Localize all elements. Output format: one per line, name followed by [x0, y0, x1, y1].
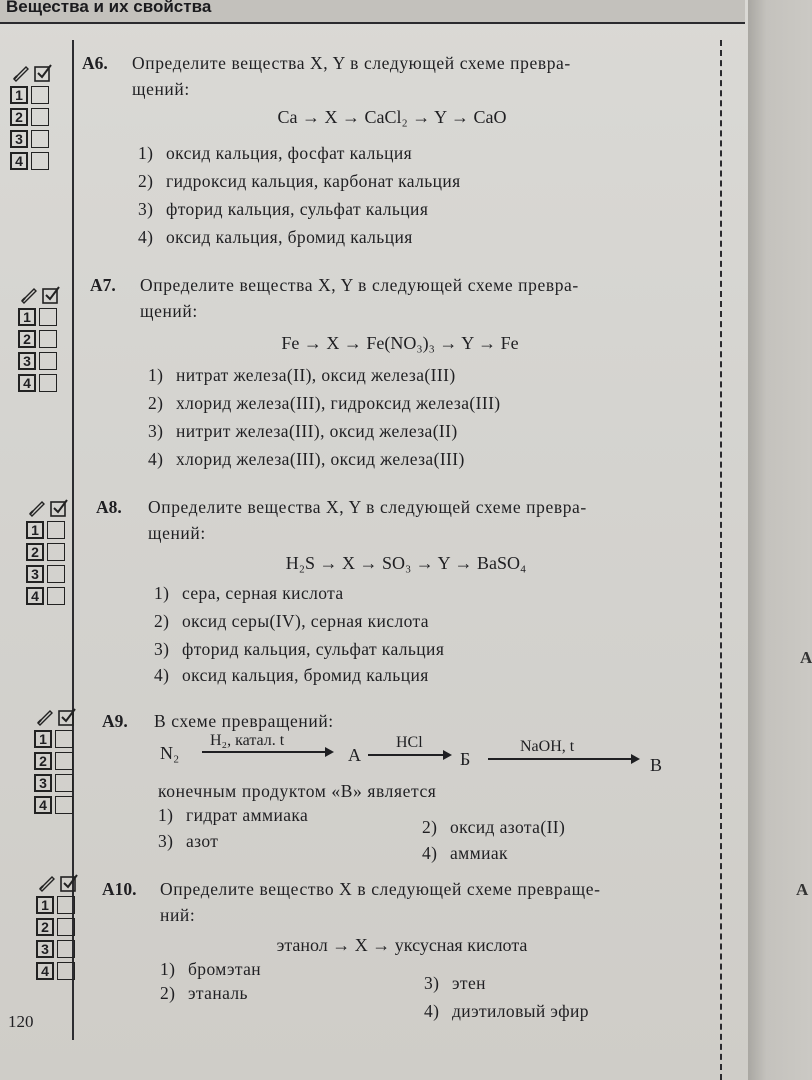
- answer-checkbox-3[interactable]: [57, 940, 75, 958]
- checkbox-check-icon: [50, 499, 68, 517]
- option-number-box: 1: [18, 308, 36, 326]
- answer-option[interactable]: 1) оксид кальция, фосфат кальция: [138, 143, 413, 163]
- task-number: А8.: [96, 497, 122, 517]
- task-number: А9.: [102, 711, 128, 731]
- section-header: [0, 0, 745, 24]
- option-number-box: 1: [36, 896, 54, 914]
- answer-option[interactable]: 1) бромэтан: [160, 959, 262, 979]
- answer-checkbox-2[interactable]: [47, 543, 65, 561]
- answer-option[interactable]: 1) гидрат аммиака: [158, 805, 309, 825]
- pencil-icon: [36, 709, 54, 725]
- answer-marks-a10: [36, 872, 88, 982]
- answer-checkbox-3[interactable]: [39, 352, 57, 370]
- answer-marks-a7: [18, 284, 70, 394]
- answer-checkbox-1[interactable]: [55, 730, 73, 748]
- option-number-box: 4: [10, 152, 28, 170]
- answer-checkbox-4[interactable]: [39, 374, 57, 392]
- answer-option[interactable]: 2) хлорид железа(III), гидроксид железа(III): [148, 393, 501, 413]
- transformation-scheme: этанол → X → уксусная кислота: [276, 935, 528, 955]
- reaction-chain: [160, 734, 680, 784]
- pencil-icon: [20, 287, 38, 303]
- answer-checkbox-2[interactable]: [31, 108, 49, 126]
- answer-checkbox-2[interactable]: [57, 918, 75, 936]
- option-number-box: 2: [34, 752, 52, 770]
- option-number-box: 2: [26, 543, 44, 561]
- answer-option[interactable]: 4) хлорид железа(III), оксид железа(III): [148, 449, 465, 469]
- reaction-node-b: Б: [460, 749, 471, 769]
- task-a9: [102, 708, 702, 868]
- answer-marks-a9: [34, 706, 86, 816]
- option-number-box: 3: [26, 565, 44, 583]
- answer-option[interactable]: 3) фторид кальция, сульфат кальция: [138, 199, 429, 219]
- task-question: конечным продуктом «В» является: [158, 781, 437, 801]
- task-number: А7.: [90, 275, 116, 295]
- answer-marks-a8: [26, 497, 78, 607]
- answer-option[interactable]: 3) азот: [158, 831, 219, 851]
- answer-checkbox-4[interactable]: [47, 587, 65, 605]
- option-number-box: 4: [26, 587, 44, 605]
- answer-option[interactable]: 2) этаналь: [160, 983, 248, 1003]
- answer-checkbox-3[interactable]: [31, 130, 49, 148]
- answer-option[interactable]: 3) этен: [424, 973, 486, 993]
- task-a8: [96, 494, 726, 694]
- section-title: Вещества и их свойства: [6, 0, 212, 16]
- answer-option[interactable]: 2) оксид азота(II): [422, 817, 566, 837]
- option-number-box: 1: [10, 86, 28, 104]
- next-page-fragment: A: [796, 880, 809, 899]
- reaction-condition: H₂, катал. t: [210, 732, 285, 749]
- reaction-arrow: [368, 754, 450, 756]
- option-number-box: 1: [34, 730, 52, 748]
- checkbox-check-icon: [34, 64, 52, 82]
- reaction-condition: NaOH, t: [520, 738, 575, 755]
- answer-option[interactable]: 3) нитрит железа(III), оксид железа(II): [148, 421, 458, 441]
- checkbox-check-icon: [42, 286, 60, 304]
- answer-checkbox-1[interactable]: [47, 521, 65, 539]
- option-number-box: 1: [26, 521, 44, 539]
- task-a7: [90, 272, 730, 472]
- option-number-box: 4: [36, 962, 54, 980]
- task-number: А6.: [82, 53, 108, 73]
- answer-checkbox-2[interactable]: [39, 330, 57, 348]
- pencil-icon: [12, 65, 30, 81]
- task-question: Определите вещества X, Y в следующей схеме превра- щений:: [140, 275, 579, 321]
- answer-checkbox-4[interactable]: [57, 962, 75, 980]
- answer-checkbox-1[interactable]: [39, 308, 57, 326]
- next-page-fragment: A: [800, 648, 812, 667]
- answer-checkbox-1[interactable]: [31, 86, 49, 104]
- answer-checkbox-1[interactable]: [57, 896, 75, 914]
- transformation-scheme: Ca → X → CaCl₂ → Y → CaO: [277, 107, 507, 127]
- task-question: Определите вещества X, Y в следующей схеме превра- щений:: [148, 497, 587, 543]
- option-number-box: 3: [34, 774, 52, 792]
- transformation-scheme: H₂S → X → SO₃ → Y → BaSO₄: [285, 553, 527, 573]
- answer-checkbox-2[interactable]: [55, 752, 73, 770]
- task-question: В схеме превращений:: [154, 711, 334, 731]
- task-number: А10.: [102, 879, 137, 899]
- option-number-box: 2: [10, 108, 28, 126]
- option-number-box: 3: [18, 352, 36, 370]
- reaction-arrow: [488, 758, 638, 760]
- option-number-box: 3: [36, 940, 54, 958]
- reaction-node-n2: N₂: [160, 743, 180, 763]
- task-question: Определите вещество X в следующей схеме превраще- ний:: [160, 879, 601, 925]
- answer-option[interactable]: 4) оксид кальция, бромид кальция: [138, 227, 413, 247]
- page-number: 120: [8, 1012, 34, 1031]
- answer-checkbox-4[interactable]: [55, 796, 73, 814]
- pencil-icon: [38, 875, 56, 891]
- answer-option[interactable]: 2) гидроксид кальция, карбонат кальция: [138, 171, 461, 191]
- reaction-node-a: А: [348, 745, 361, 765]
- option-number-box: 2: [18, 330, 36, 348]
- option-number-box: 4: [34, 796, 52, 814]
- reaction-arrow: [202, 751, 332, 753]
- option-number-box: 3: [10, 130, 28, 148]
- task-question: Определите вещества X, Y в следующей схеме превра- щений:: [132, 53, 571, 99]
- answer-option[interactable]: 4) диэтиловый эфир: [424, 1001, 589, 1021]
- answer-checkbox-3[interactable]: [47, 565, 65, 583]
- answer-marks-a6: [10, 62, 62, 172]
- transformation-scheme: Fe → X → Fe(NO₃)₃ → Y → Fe: [281, 333, 519, 353]
- option-number-box: 2: [36, 918, 54, 936]
- answer-option[interactable]: 3) фторид кальция, сульфат кальция: [154, 639, 445, 659]
- answer-option[interactable]: 4) аммиак: [422, 843, 508, 863]
- answer-option[interactable]: 1) нитрат железа(II), оксид железа(III): [148, 365, 456, 385]
- checkbox-check-icon: [58, 708, 76, 726]
- answer-option[interactable]: 4) оксид кальция, бромид кальция: [154, 665, 429, 685]
- answer-option[interactable]: 2) оксид серы(IV), серная кислота: [154, 611, 429, 631]
- pencil-icon: [28, 500, 46, 516]
- answer-checkbox-3[interactable]: [55, 774, 73, 792]
- answer-checkbox-4[interactable]: [31, 152, 49, 170]
- task-a10: [102, 876, 722, 1046]
- checkbox-check-icon: [60, 874, 78, 892]
- answer-option[interactable]: 1) сера, серная кислота: [154, 583, 344, 603]
- reaction-condition: HCl: [396, 734, 423, 751]
- option-number-box: 4: [18, 374, 36, 392]
- task-a6: [82, 50, 722, 250]
- reaction-node-v: В: [650, 755, 663, 775]
- next-page-edge: [748, 0, 810, 1080]
